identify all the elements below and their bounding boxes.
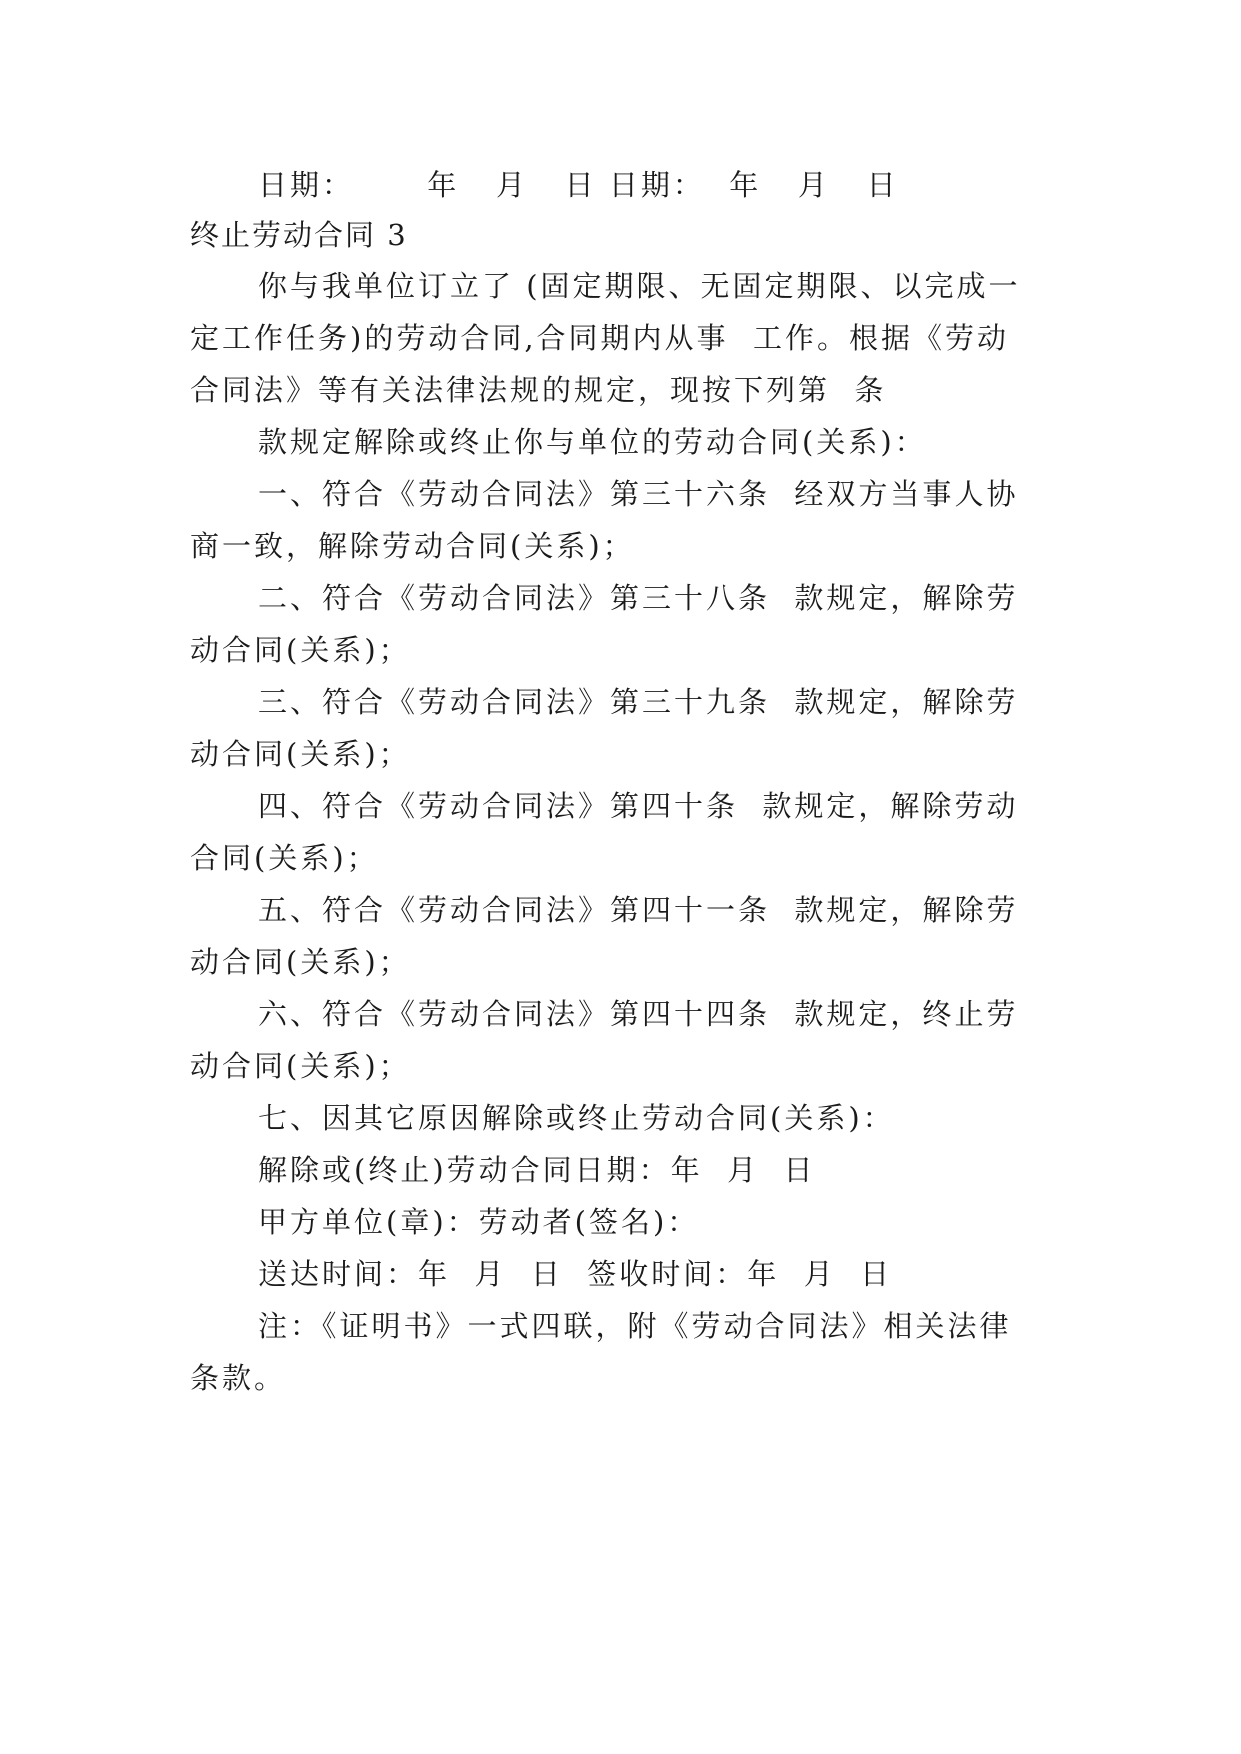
item-5-line-1: 五、符合《劳动合同法》第四十一条 款规定，解除劳: [258, 893, 1019, 927]
intro-line-1: 你与我单位订立了 (固定期限、无固定期限、以完成一: [258, 269, 1021, 303]
item-7: 七、因其它原因解除或终止劳动合同(关系)：: [258, 1101, 895, 1135]
item-3-line-1: 三、符合《劳动合同法》第三十九条 款规定，解除劳: [258, 685, 1019, 719]
note-line-2: 条款。: [190, 1361, 287, 1395]
section-title: 终止劳动合同 3: [190, 218, 408, 252]
signature-line: 甲方单位(章)：劳动者(签名)：: [258, 1205, 700, 1239]
item-6-line-1: 六、符合《劳动合同法》第四十四条 款规定，终止劳: [258, 997, 1019, 1031]
item-1-line-1: 一、符合《劳动合同法》第三十六条 经双方当事人协: [258, 477, 1019, 511]
item-2-line-1: 二、符合《劳动合同法》第三十八条 款规定，解除劳: [258, 581, 1019, 615]
intro-continuation: 款规定解除或终止你与单位的劳动合同(关系)：: [258, 425, 927, 459]
date-line: 日期： 年 月 日 日期： 年 月 日: [258, 168, 899, 202]
termination-date: 解除或(终止)劳动合同日期：年 月 日: [258, 1153, 816, 1187]
intro-line-3: 合同法》等有关法律法规的规定，现按下列第 条: [190, 373, 887, 407]
item-5-line-2: 动合同(关系)；: [190, 945, 411, 979]
item-4-line-1: 四、符合《劳动合同法》第四十条 款规定，解除劳动: [258, 789, 1019, 823]
item-3-line-2: 动合同(关系)；: [190, 737, 411, 771]
item-1-line-2: 商一致，解除劳动合同(关系)；: [190, 529, 635, 563]
item-4-line-2: 合同(关系)；: [190, 841, 379, 875]
note-line-1: 注：《证明书》一式四联，附《劳动合同法》相关法律: [258, 1309, 1012, 1343]
intro-line-2: 定工作任务)的劳动合同,合同期内从事 工作。根据《劳动: [190, 321, 1009, 355]
delivery-line: 送达时间：年 月 日 签收时间：年 月 日: [258, 1257, 893, 1291]
item-2-line-2: 动合同(关系)；: [190, 633, 411, 667]
item-6-line-2: 动合同(关系)；: [190, 1049, 411, 1083]
